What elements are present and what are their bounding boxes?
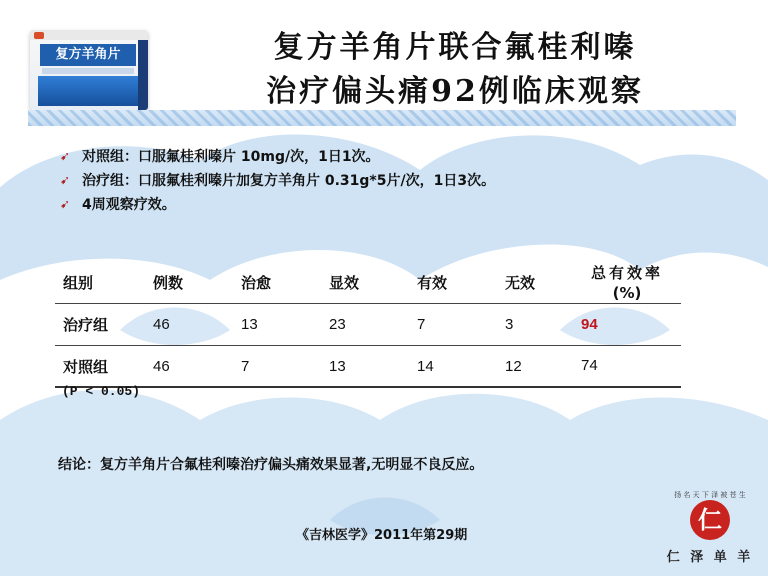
brand-logo	[660, 490, 760, 570]
citation-text: 《吉林医学》2011年第29期	[296, 528, 468, 543]
title-divider-band	[28, 110, 736, 126]
bullet-item	[60, 192, 740, 216]
table-cell-effective: 14	[417, 357, 434, 375]
bullet-marker-icon: ➹	[60, 197, 71, 211]
table-cell-cured: 13	[241, 316, 258, 333]
brand-name: 仁 泽 单 羊	[666, 550, 754, 565]
bullet-marker-icon: ➹	[60, 173, 71, 187]
table-cell-cured: 7	[241, 357, 250, 375]
conclusion-text: 结论：复方羊角片合氟桂利嗪治疗偏头痛效果显著,无明显不良反应。	[58, 457, 484, 473]
product-logo-icon	[34, 32, 44, 39]
title-line-1: 复方羊角片联合氟桂利嗪	[273, 30, 637, 65]
table-header-cell: 显效	[329, 274, 360, 292]
table-cell-rate-highlight: 94	[581, 315, 598, 333]
product-box-image	[30, 30, 148, 110]
bullet-marker-icon: ➹	[60, 149, 71, 163]
table-cell-invalid: 12	[505, 357, 522, 375]
bullet-text: 治疗组：口服氟桂利嗪片加复方羊角片 0.31g*5片/次，1日3次。	[82, 173, 496, 189]
table-header-cell: 无效	[505, 274, 536, 292]
product-box-blue-panel	[38, 76, 140, 106]
table-row	[55, 304, 681, 346]
results-table	[55, 262, 681, 388]
brand-seal-icon: 仁	[690, 500, 730, 540]
table-cell-group: 对照组	[63, 357, 109, 376]
brand-ring-text: 扬 名 天 下 泽 被 苍 生	[674, 491, 746, 499]
product-box-name: 复方羊角片	[40, 44, 136, 66]
table-header-row	[55, 262, 681, 304]
table-row	[55, 346, 681, 388]
product-box-side	[138, 40, 148, 110]
table-cell-effective: 7	[417, 316, 426, 333]
table-cell-marked: 23	[329, 316, 346, 333]
title-line-2: 治疗偏头痛92例临床观察	[266, 74, 644, 109]
bullet-item	[60, 168, 740, 192]
table-cell-group: 治疗组	[63, 316, 109, 334]
bullet-text: 4周观察疗效。	[82, 197, 176, 213]
table-cell-cases: 46	[153, 316, 170, 333]
product-box-subtext-band	[42, 68, 134, 74]
table-cell-rate: 74	[581, 357, 598, 374]
table-header-cell-rate	[575, 262, 679, 303]
p-value-note: (P < 0.05)	[62, 384, 141, 399]
bullet-item	[60, 144, 740, 168]
table-header-cell: 组别	[63, 274, 94, 292]
table-header-cell: 治愈	[241, 274, 272, 292]
rate-header-bottom: (%)	[612, 283, 642, 302]
rate-header-top: 总有效率	[590, 263, 663, 282]
table-cell-marked: 13	[329, 357, 346, 375]
table-header-cell: 有效	[417, 274, 448, 292]
product-box-top-strip	[30, 30, 148, 40]
bullet-list	[60, 144, 740, 216]
table-cell-invalid: 3	[505, 316, 514, 333]
table-cell-cases: 46	[153, 357, 170, 375]
table-header-cell: 例数	[153, 274, 184, 292]
bullet-text: 对照组：口服氟桂利嗪片 10mg/次，1日1次。	[82, 149, 380, 165]
